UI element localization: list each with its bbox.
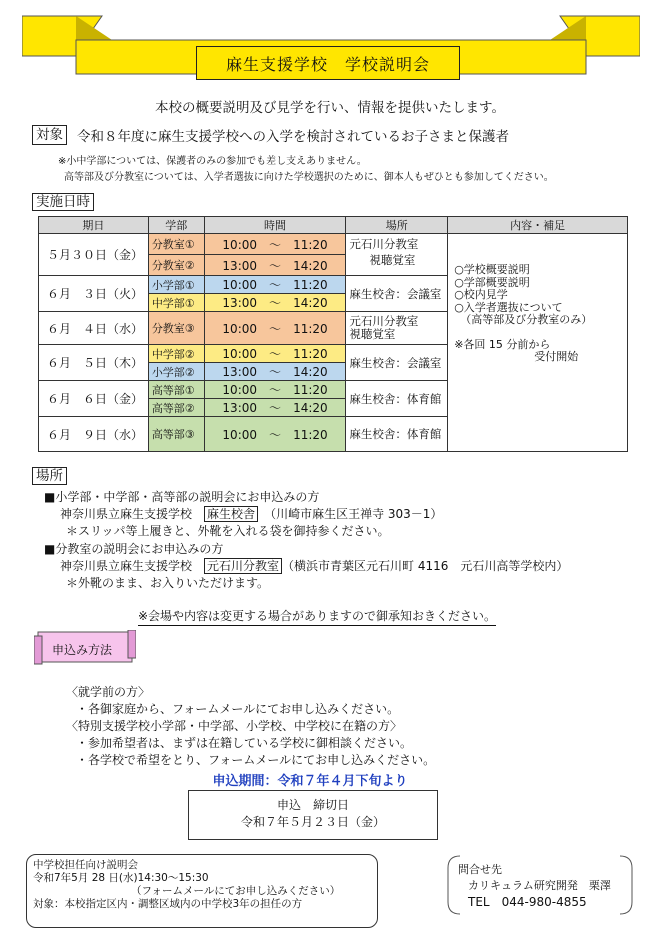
time-cell: 10:00 ～ 11:20 xyxy=(204,234,346,255)
time-cell: 10:00 ～ 11:20 xyxy=(204,381,346,399)
location-heading-2: ■分教室の説明会にお申込みの方 xyxy=(44,542,224,556)
date-cell: ６月 ５日（木） xyxy=(39,345,149,381)
place-cell: 麻生校舎：体育館 xyxy=(346,417,448,452)
campus-box-asao: 麻生校舎 xyxy=(204,506,258,522)
target-section xyxy=(32,125,509,145)
target-text: 令和８年度に麻生支援学校への入学を検討されているお子さまと保護者 xyxy=(77,129,509,145)
change-note: ※会場や内容は変更する場合がありますので御承知おきください。 xyxy=(138,607,496,626)
dept-cell: 分教室① xyxy=(148,234,204,255)
apply-group-2: 〈特別支援学校小学部・中学部、小学校、中学校に在籍の方〉 xyxy=(66,719,403,733)
date-cell: ６月 ９日（水） xyxy=(39,417,149,452)
teacher-session-box xyxy=(26,854,378,928)
intro-text: 本校の概要説明及び見学を行い、情報を提供いたします。 xyxy=(155,100,505,116)
teacher-session-note: （フォームメールにてお申し込みください） xyxy=(131,885,341,897)
place-cell: 麻生校舎：体育館 xyxy=(346,381,448,417)
location-line-1: 神奈川県立麻生支援学校 麻生校舎 （川崎市麻生区王禅寺 303－1） xyxy=(60,507,443,521)
dept-cell: 中学部① xyxy=(148,294,204,312)
contact-person: カリキュラム研究開発 栗澤 xyxy=(468,879,611,892)
contact-label: 問合せ先 xyxy=(458,863,502,876)
target-note-1: ※小中学部については、保護者のみの参加でも差し支えありません。 xyxy=(58,156,367,167)
location-heading-1: ■小学部・中学部・高等部の説明会にお申込みの方 xyxy=(44,490,320,504)
location-note-1: ＊スリッパ等上履きと、外靴を入れる袋を御持参ください。 xyxy=(66,524,390,538)
teacher-session-title: 中学校担任向け説明会 xyxy=(33,859,138,871)
contact-box xyxy=(458,862,611,910)
header-place: 場所 xyxy=(346,217,448,234)
dept-cell: 分教室③ xyxy=(148,312,204,345)
header-time: 時間 xyxy=(204,217,346,234)
time-cell: 13:00 ～ 14:20 xyxy=(204,363,346,381)
target-note-2: 高等部及び分教室については、入学者選抜に向けた学校選択のために、御本人もぜひとも参加してください。 xyxy=(64,172,554,183)
place-cell: 麻生校舎：会議室 xyxy=(346,345,448,381)
target-label: 対象 xyxy=(32,125,67,145)
apply-group-1: 〈就学前の方〉 xyxy=(66,685,151,699)
schedule-section xyxy=(32,191,94,211)
apply-item-2: ・参加希望者は、まずは在籍している学校に御相談ください。 xyxy=(76,736,413,750)
apply-item-3: ・各学校で希望をとり、フォームメールにてお申し込みください。 xyxy=(76,753,436,767)
date-cell: ６月 ４日（水） xyxy=(39,312,149,345)
dept-cell: 小学部② xyxy=(148,363,204,381)
notes-cell: ○学校概要説明 ○学部概要説明 ○校内見学 ○入学者選抜について （高等部及び分教室のみ） ※各回 15 分前から 受付開始 xyxy=(448,234,628,452)
location-note-2: ＊外靴のまま、お入りいただけます。 xyxy=(66,576,270,590)
location-section xyxy=(32,465,67,485)
teacher-session-time: 令和7年5月 28 日(水)14:30～15:30 xyxy=(33,872,209,884)
place-cell: 元石川分教室 視聴覚室 xyxy=(346,234,448,276)
time-cell: 10:00 ～ 11:20 xyxy=(204,312,346,345)
location-line-2: 神奈川県立麻生支援学校 元石川分教室 （横浜市青葉区元石川町 4116 元石川高等学校内） xyxy=(60,559,569,573)
campus-box-motoishikawa: 元石川分教室 xyxy=(204,558,282,574)
time-cell: 10:00 ～ 11:20 xyxy=(204,417,346,452)
place-cell: 麻生校舎：会議室 xyxy=(346,276,448,312)
apply-period: 申込期間：令和７年４月下旬より xyxy=(212,774,408,789)
page-title: 麻生支援学校 学校説明会 xyxy=(196,46,460,80)
time-cell: 13:00 ～ 14:20 xyxy=(204,294,346,312)
time-cell: 10:00 ～ 11:20 xyxy=(204,276,346,294)
teacher-session-target: 対象：本校指定区内・調整区域内の中学校3年の担任の方 xyxy=(33,898,303,910)
dept-cell: 高等部① xyxy=(148,381,204,399)
date-cell: ６月 ３日（火） xyxy=(39,276,149,312)
date-cell: ６月 ６日（金） xyxy=(39,381,149,417)
table-row xyxy=(39,234,628,255)
dept-cell: 分教室② xyxy=(148,255,204,276)
schedule-label: 実施日時 xyxy=(32,193,94,211)
contact-tel: TEL 044-980-4855 xyxy=(468,895,587,909)
header-date: 期日 xyxy=(39,217,149,234)
table-header-row xyxy=(39,217,628,234)
place-cell: 元石川分教室 視聴覚室 xyxy=(346,312,448,345)
apply-banner-label: 申込み方法 xyxy=(52,643,113,657)
time-cell: 10:00 ～ 11:20 xyxy=(204,345,346,363)
time-cell: 13:00 ～ 14:20 xyxy=(204,399,346,417)
deadline-date: 令和７年５月２３日（金） xyxy=(240,815,385,829)
header-notes: 内容・補足 xyxy=(448,217,628,234)
date-cell: ５月３０日（金） xyxy=(39,234,149,276)
deadline-box xyxy=(188,790,438,840)
schedule-table xyxy=(38,216,628,452)
dept-cell: 中学部② xyxy=(148,345,204,363)
time-cell: 13:00 ～ 14:20 xyxy=(204,255,346,276)
apply-item-1: ・各御家庭から、フォームメールにてお申し込みください。 xyxy=(76,702,400,716)
dept-cell: 高等部③ xyxy=(148,417,204,452)
header-dept: 学部 xyxy=(148,217,204,234)
deadline-label: 申込 締切日 xyxy=(276,798,349,812)
location-label: 場所 xyxy=(32,467,67,485)
dept-cell: 小学部① xyxy=(148,276,204,294)
dept-cell: 高等部② xyxy=(148,399,204,417)
